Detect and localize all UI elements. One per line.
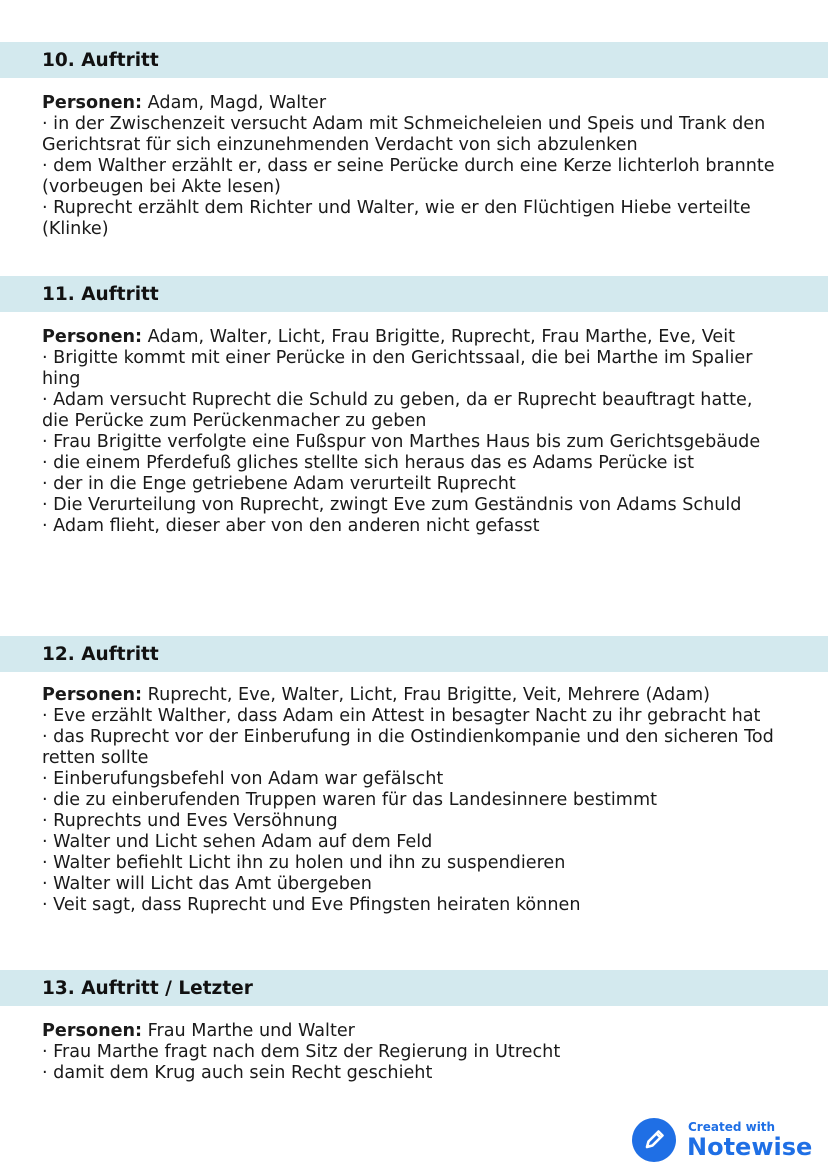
section-body-11 <box>42 327 782 537</box>
persons-label: Personen: <box>42 93 143 113</box>
persons-list: Adam, Walter, Licht, Frau Brigitte, Ruprecht, Frau Marthe, Eve, Veit <box>142 327 736 347</box>
pen-icon <box>632 1118 676 1162</box>
bullet-item: · die zu einberufenden Truppen waren für das Landesinnere bestimmt <box>42 790 657 810</box>
bullet-item: · Veit sagt, dass Ruprecht und Eve Pfingsten heiraten können <box>42 895 581 915</box>
persons-line <box>42 1021 782 1042</box>
bullet-item: · Walter will Licht das Amt übergeben <box>42 874 372 894</box>
persons-list: Frau Marthe und Walter <box>142 1021 355 1041</box>
bullet-item: · Walter und Licht sehen Adam auf dem Feld <box>42 832 433 852</box>
notewise-branding <box>632 1118 822 1164</box>
section-body-12 <box>42 685 782 916</box>
brand-name: Notewise <box>687 1133 813 1161</box>
bullet-item: · der in die Enge getriebene Adam verurteilt Ruprecht <box>42 474 516 494</box>
section-body-13 <box>42 1021 782 1084</box>
bullet-item: · Frau Marthe fragt nach dem Sitz der Regierung in Utrecht <box>42 1042 561 1062</box>
bullet-item: · dem Walther erzählt er, dass er seine Perücke durch eine Kerze lichterloh brannte (vorbeugen bei Akte lesen) <box>42 156 775 197</box>
section-header-10 <box>0 42 828 78</box>
persons-line <box>42 327 782 348</box>
persons-list: Adam, Magd, Walter <box>142 93 327 113</box>
persons-label: Personen: <box>42 1021 143 1041</box>
bullet-item: · Adam flieht, dieser aber von den anderen nicht gefasst <box>42 516 540 536</box>
section-title: 11. Auftritt <box>42 283 159 305</box>
persons-list: Ruprecht, Eve, Walter, Licht, Frau Brigitte, Veit, Mehrere (Adam) <box>142 685 710 705</box>
bullet-item: · die einem Pferdefuß gliches stellte sich heraus das es Adams Perücke ist <box>42 453 694 473</box>
bullet-item: · Brigitte kommt mit einer Perücke in den Gerichtssaal, die bei Marthe im Spalier hing <box>42 348 753 389</box>
persons-line <box>42 93 782 114</box>
created-with-text: Created with <box>688 1120 776 1134</box>
bullet-item: · Einberufungsbefehl von Adam war gefälscht <box>42 769 444 789</box>
section-title: 10. Auftritt <box>42 49 159 71</box>
bullet-item: · Eve erzählt Walther, dass Adam ein Attest in besagter Nacht zu ihr gebracht hat <box>42 706 761 726</box>
bullet-item: · in der Zwischenzeit versucht Adam mit Schmeicheleien und Speis und Trank den Gerichtsrat für sich einzunehmenden Verdacht von sich abzulenken <box>42 114 766 155</box>
bullet-item: · Ruprecht erzählt dem Richter und Walter, wie er den Flüchtigen Hiebe verteilte (Klinke) <box>42 198 751 239</box>
persons-label: Personen: <box>42 327 143 347</box>
section-body-10 <box>42 93 782 240</box>
bullet-item: · Die Verurteilung von Ruprecht, zwingt Eve zum Geständnis von Adams Schuld <box>42 495 742 515</box>
persons-label: Personen: <box>42 685 143 705</box>
bullet-item: · das Ruprecht vor der Einberufung in die Ostindienkompanie und den sicheren Tod retten sollte <box>42 727 774 768</box>
bullet-item: · Adam versucht Ruprecht die Schuld zu geben, da er Ruprecht beauftragt hatte, die Perücke zum Perückenmacher zu geben <box>42 390 753 431</box>
bullet-item: · Walter befiehlt Licht ihn zu holen und ihn zu suspendieren <box>42 853 566 873</box>
section-header-13 <box>0 970 828 1006</box>
bullet-item: · Frau Brigitte verfolgte eine Fußspur von Marthes Haus bis zum Gerichtsgebäude <box>42 432 761 452</box>
section-title: 12. Auftritt <box>42 643 159 665</box>
section-title: 13. Auftritt / Letzter <box>42 977 253 999</box>
persons-line <box>42 685 782 706</box>
bullet-item: · Ruprechts und Eves Versöhnung <box>42 811 338 831</box>
section-header-11 <box>0 276 828 312</box>
section-header-12 <box>0 636 828 672</box>
bullet-item: · damit dem Krug auch sein Recht geschieht <box>42 1063 433 1083</box>
